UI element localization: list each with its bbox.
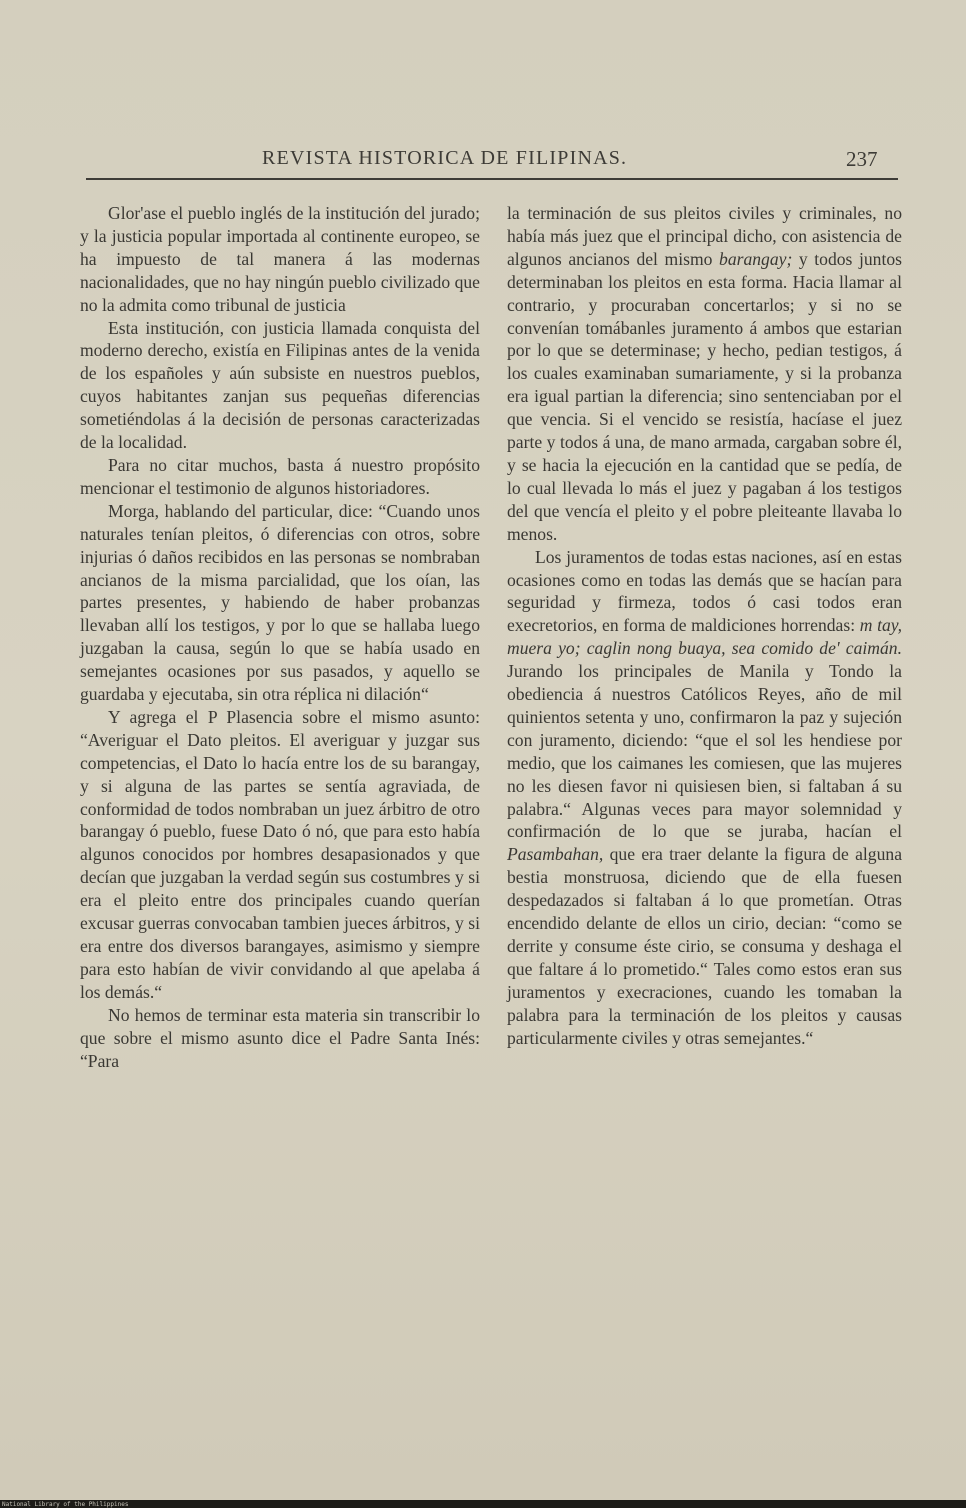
header-rule bbox=[86, 178, 898, 180]
text-run: Los juramentos de todas estas naciones, así en estas ocasiones como en todas las demás que se hacían para seguridad y firmeza, todos ó casi todos eran execretorios, en forma de maldiciones horrendas: bbox=[507, 546, 902, 636]
text-run: la terminación de sus pleitos civiles y criminales, no había más juez que el principal dicho, con asistencia de algunos ancianos del mismo bbox=[507, 203, 902, 269]
text-run: Jurando los principales de Manila y Tondo la obediencia á nuestros Católicos Reyes, año de mil quinientos setenta y uno, confirmaron la paz y sujeción con juramento, diciendo: “que el sol les hendiese por medio, que los caimanes les comiesen, que las mujeres no les diesen favor ni quisiesen bien, si faltaban á su palabra.“ Algunas veces para mayor solemnidad y confirmación de lo que se juraba, hacían el bbox=[507, 661, 902, 842]
italic-term: Pasambahan, bbox=[507, 844, 604, 865]
text-run: que era traer delante la figura de alguna bestia monstruosa, diciendo que de ella fuesen despedazados si faltaban á lo que prometían. Otras encendido delante de ellos un cirio, decian: “como se derrite y consume éste cirio, se consuma y deshaga el que faltare á lo prometido.“ Tales como estos eran sus juramentos y execraciones, cuando les tomaban la palabra para la terminación de los pleitos y causas particularmente civiles y otras semejantes.“ bbox=[507, 844, 902, 1048]
paragraph: Esta institución, con justicia llamada conquista del moderno derecho, existía en Filipinas antes de la venida de los españoles y aún subsiste en nuestros pueblos, cuyos habitantes zanjan sus pequeñas diferencias sometiéndolas á la decisión de personas caracterizadas de la localidad. bbox=[80, 317, 480, 453]
right-column bbox=[507, 202, 902, 1050]
paragraph: Glor'ase el pueblo inglés de la institución del jurado; y la justicia popular importada al continente europeo, se ha impuesto de tal manera á las modernas nacionalidades, que no hay ningún pueblo civilizado que no la admita como tribunal de justicia bbox=[80, 203, 480, 315]
italic-quote: m tay, muera yo; caglin nong buaya, sea comido de' caimán. bbox=[507, 615, 903, 659]
page-number: 237 bbox=[846, 147, 878, 171]
paragraph bbox=[507, 546, 902, 1050]
left-column bbox=[80, 202, 480, 1072]
text-run: y todos juntos determinaban los pleitos en esta forma. Hacia llamar al contrario, y procuraban concertarlos; y si no se convenían tomábanles juramento á ambos que estarian por lo que se determinase; y hecho, pedian testigos, á los cuales examinaban sumariamente, y si la probanza era igual partian la diferencia; sino sentenciaban por el que vencia. Si el vencido se resistía, hacíase el juez parte y todos á una, de mano armada, cargaban sobre él, y se hacia la ejecución en la cantidad que se pedía, de lo cual llevada lo más el juez y pagaban á los testigos del que vencía el pleito y el pobre pleiteante llavaba lo menos. bbox=[507, 248, 902, 544]
library-credit: National Library of the Philippines bbox=[2, 1501, 129, 1508]
paragraph: Morga, hablando del particular, dice: “Cuando unos naturales tenían pleitos, ó diferencias con otros, sobre injurias ó daños recibidos en las personas se nombraban ancianos de la misma parcialidad, que los oían, las partes presentes, y habiendo de haber probanzas llevaban allí los testigos, y por lo que se hallaba luego juzgaban la causa, según lo que se había usado en semejantes ocasiones por sus pasados, y aquello se guardaba y ejecutaba, sin otra réplica ni dilación“ bbox=[80, 500, 480, 705]
paragraph: Y agrega el P Plasencia sobre el mismo asunto: “Averiguar el Dato pleitos. El averiguar y juzgar sus competencias, el Dato lo hacía entre los de su barangay, y si alguna de las partes se sentía agraviada, de conformidad de todos nombraban un juez árbitro de otro barangay ó pueblo, fuese Dato ó nó, que para esto había algunos conocidos por hombres desapasionados y que decían que juzgaban la verdad según sus costumbres y si era el pleito entre dos principales cuando querían excusar guerras convocaban tambien jueces árbitros, y si era entre dos diversos barangayes, asimismo y siempre para esto habían de vivir convidando al que apelaba á los demás.“ bbox=[80, 706, 480, 1002]
paragraph: No hemos de terminar esta materia sin transcribir lo que sobre el mismo asunto dice el Padre Santa Inés: “Para bbox=[80, 1004, 480, 1071]
running-title: REVISTA HISTORICA DE FILIPINAS. bbox=[262, 147, 628, 169]
paragraph: Para no citar muchos, basta á nuestro propósito mencionar el testimonio de algunos historiadores. bbox=[80, 454, 480, 498]
italic-term: barangay; bbox=[719, 248, 793, 269]
paragraph bbox=[507, 202, 902, 546]
